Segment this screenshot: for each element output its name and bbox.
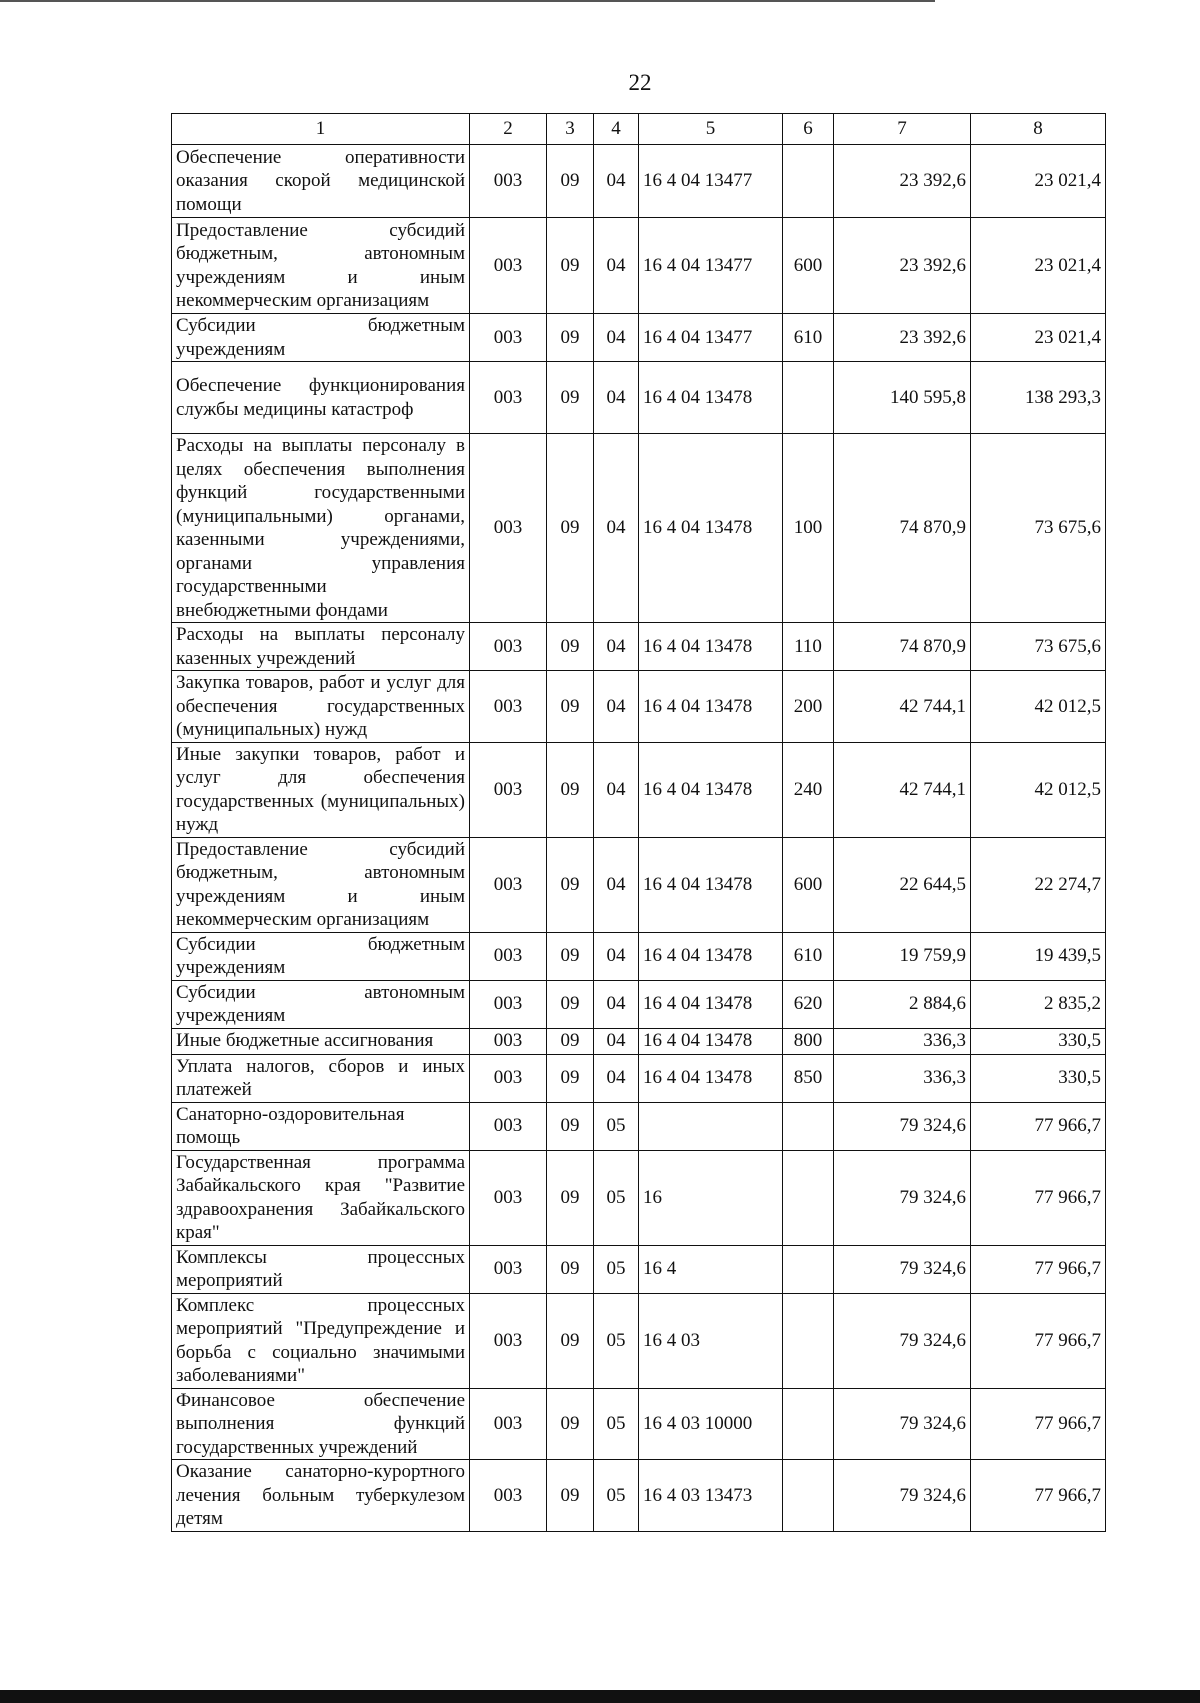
cell-col3: 09 <box>547 623 594 671</box>
row-name: Предоставление субсидий бюджетным, автономным учреждениям и иным некоммерческим организациям <box>172 837 470 932</box>
cell-col2: 003 <box>470 434 547 623</box>
row-name: Иные бюджетные ассигнования <box>172 1028 470 1054</box>
cell-col2: 003 <box>470 1102 547 1150</box>
cell-col2: 003 <box>470 218 547 314</box>
cell-col3: 09 <box>547 1028 594 1054</box>
cell-col3: 09 <box>547 742 594 837</box>
cell-col6: 610 <box>783 932 834 980</box>
table-row <box>172 742 1106 837</box>
row-name: Государственная программа Забайкальского края "Развитие здравоохранения Забайкальского края" <box>172 1150 470 1245</box>
cell-col5: 16 4 04 13478 <box>639 671 783 743</box>
cell-col8: 23 021,4 <box>971 314 1106 362</box>
row-name: Комплексы процессных мероприятий <box>172 1245 470 1293</box>
table-row <box>172 434 1106 623</box>
row-name: Иные закупки товаров, работ и услуг для обеспечения государственных (муниципальных) нужд <box>172 742 470 837</box>
cell-col7: 23 392,6 <box>834 218 971 314</box>
table-row <box>172 980 1106 1028</box>
row-name: Закупка товаров, работ и услуг для обеспечения государственных (муниципальных) нужд <box>172 671 470 743</box>
cell-col8: 138 293,3 <box>971 362 1106 434</box>
cell-col7: 79 324,6 <box>834 1460 971 1532</box>
cell-col6: 600 <box>783 837 834 932</box>
cell-col8: 23 021,4 <box>971 218 1106 314</box>
cell-col3: 09 <box>547 1245 594 1293</box>
cell-col4: 04 <box>594 145 639 218</box>
cell-col6: 240 <box>783 742 834 837</box>
table-row <box>172 1150 1106 1245</box>
cell-col3: 09 <box>547 1293 594 1388</box>
cell-col2: 003 <box>470 1150 547 1245</box>
table-row <box>172 1293 1106 1388</box>
cell-col3: 09 <box>547 362 594 434</box>
cell-col2: 003 <box>470 980 547 1028</box>
cell-col7: 79 324,6 <box>834 1388 971 1460</box>
row-name: Субсидии бюджетным учреждениям <box>172 932 470 980</box>
cell-col3: 09 <box>547 837 594 932</box>
cell-col5: 16 4 04 13478 <box>639 1054 783 1102</box>
cell-col4: 05 <box>594 1102 639 1150</box>
row-name: Расходы на выплаты персоналу казенных учреждений <box>172 623 470 671</box>
table-row <box>172 145 1106 218</box>
cell-col8: 330,5 <box>971 1028 1106 1054</box>
row-name: Уплата налогов, сборов и иных платежей <box>172 1054 470 1102</box>
row-name: Финансовое обеспечение выполнения функций государственных учреждений <box>172 1388 470 1460</box>
cell-col8: 22 274,7 <box>971 837 1106 932</box>
cell-col8: 77 966,7 <box>971 1150 1106 1245</box>
cell-col7: 140 595,8 <box>834 362 971 434</box>
cell-col6: 620 <box>783 980 834 1028</box>
cell-col4: 05 <box>594 1293 639 1388</box>
budget-table <box>171 113 1106 1532</box>
cell-col7: 79 324,6 <box>834 1293 971 1388</box>
cell-col4: 04 <box>594 837 639 932</box>
cell-col7: 22 644,5 <box>834 837 971 932</box>
cell-col2: 003 <box>470 314 547 362</box>
cell-col5: 16 4 04 13478 <box>639 362 783 434</box>
cell-col6 <box>783 1150 834 1245</box>
cell-col4: 04 <box>594 362 639 434</box>
table-row <box>172 837 1106 932</box>
cell-col4: 04 <box>594 932 639 980</box>
cell-col3: 09 <box>547 314 594 362</box>
cell-col5: 16 4 04 13477 <box>639 314 783 362</box>
cell-col2: 003 <box>470 1054 547 1102</box>
cell-col7: 74 870,9 <box>834 434 971 623</box>
cell-col7: 336,3 <box>834 1028 971 1054</box>
cell-col2: 003 <box>470 671 547 743</box>
cell-col5: 16 4 04 13478 <box>639 434 783 623</box>
cell-col6: 600 <box>783 218 834 314</box>
row-name: Оказание санаторно-курортного лечения больным туберкулезом детям <box>172 1460 470 1532</box>
header-col-2: 2 <box>470 114 547 145</box>
table-row <box>172 1028 1106 1054</box>
cell-col8: 73 675,6 <box>971 434 1106 623</box>
cell-col5: 16 4 03 10000 <box>639 1388 783 1460</box>
row-name: Субсидии автономным учреждениям <box>172 980 470 1028</box>
cell-col7: 336,3 <box>834 1054 971 1102</box>
cell-col6: 610 <box>783 314 834 362</box>
header-col-5: 5 <box>639 114 783 145</box>
cell-col3: 09 <box>547 1388 594 1460</box>
header-col-4: 4 <box>594 114 639 145</box>
cell-col8: 73 675,6 <box>971 623 1106 671</box>
cell-col3: 09 <box>547 1102 594 1150</box>
table-row <box>172 314 1106 362</box>
cell-col3: 09 <box>547 932 594 980</box>
cell-col6 <box>783 1388 834 1460</box>
cell-col6 <box>783 145 834 218</box>
cell-col5: 16 4 04 13477 <box>639 218 783 314</box>
cell-col4: 04 <box>594 1028 639 1054</box>
cell-col7: 42 744,1 <box>834 671 971 743</box>
header-col-3: 3 <box>547 114 594 145</box>
cell-col8: 77 966,7 <box>971 1388 1106 1460</box>
cell-col6 <box>783 1245 834 1293</box>
cell-col5: 16 4 04 13478 <box>639 742 783 837</box>
cell-col6: 800 <box>783 1028 834 1054</box>
table-row <box>172 623 1106 671</box>
cell-col2: 003 <box>470 1460 547 1532</box>
cell-col5: 16 4 04 13477 <box>639 145 783 218</box>
cell-col5: 16 <box>639 1150 783 1245</box>
table-row <box>172 1460 1106 1532</box>
cell-col2: 003 <box>470 623 547 671</box>
cell-col3: 09 <box>547 434 594 623</box>
row-name: Расходы на выплаты персоналу в целях обеспечения выполнения функций государственными (муниципальными) органами, казенными учреждениями, органами управления государственными внебюджетными фондами <box>172 434 470 623</box>
bottom-edge-bar <box>0 1690 1200 1703</box>
header-col-7: 7 <box>834 114 971 145</box>
cell-col2: 003 <box>470 837 547 932</box>
cell-col3: 09 <box>547 1150 594 1245</box>
cell-col4: 05 <box>594 1388 639 1460</box>
cell-col5: 16 4 04 13478 <box>639 837 783 932</box>
cell-col3: 09 <box>547 980 594 1028</box>
cell-col2: 003 <box>470 1388 547 1460</box>
cell-col8: 42 012,5 <box>971 742 1106 837</box>
row-name: Санаторно-оздоровительная помощь <box>172 1102 470 1150</box>
cell-col3: 09 <box>547 145 594 218</box>
cell-col4: 04 <box>594 671 639 743</box>
cell-col3: 09 <box>547 671 594 743</box>
cell-col7: 19 759,9 <box>834 932 971 980</box>
row-name: Обеспечение оперативности оказания скорой медицинской помощи <box>172 145 470 218</box>
row-name: Субсидии бюджетным учреждениям <box>172 314 470 362</box>
cell-col6 <box>783 1293 834 1388</box>
page-number: 22 <box>628 70 652 95</box>
table-row <box>172 1388 1106 1460</box>
cell-col4: 04 <box>594 314 639 362</box>
cell-col8: 2 835,2 <box>971 980 1106 1028</box>
header-col-6: 6 <box>783 114 834 145</box>
cell-col6 <box>783 1102 834 1150</box>
cell-col5: 16 4 04 13478 <box>639 980 783 1028</box>
cell-col4: 04 <box>594 742 639 837</box>
cell-col3: 09 <box>547 218 594 314</box>
cell-col8: 330,5 <box>971 1054 1106 1102</box>
cell-col6 <box>783 362 834 434</box>
cell-col5: 16 4 03 13473 <box>639 1460 783 1532</box>
table-row <box>172 218 1106 314</box>
cell-col4: 04 <box>594 623 639 671</box>
table-row <box>172 1054 1106 1102</box>
row-name: Предоставление субсидий бюджетным, автономным учреждениям и иным некоммерческим организациям <box>172 218 470 314</box>
cell-col4: 04 <box>594 434 639 623</box>
cell-col7: 79 324,6 <box>834 1150 971 1245</box>
header-col-8: 8 <box>971 114 1106 145</box>
cell-col7: 23 392,6 <box>834 314 971 362</box>
cell-col5 <box>639 1102 783 1150</box>
cell-col2: 003 <box>470 1028 547 1054</box>
cell-col4: 04 <box>594 1054 639 1102</box>
cell-col8: 77 966,7 <box>971 1293 1106 1388</box>
table-header-row <box>172 114 1106 145</box>
cell-col2: 003 <box>470 742 547 837</box>
cell-col7: 42 744,1 <box>834 742 971 837</box>
cell-col7: 74 870,9 <box>834 623 971 671</box>
cell-col4: 05 <box>594 1245 639 1293</box>
cell-col8: 77 966,7 <box>971 1245 1106 1293</box>
row-name: Комплекс процессных мероприятий "Предупреждение и борьба с социально значимыми заболеваниями" <box>172 1293 470 1388</box>
cell-col3: 09 <box>547 1054 594 1102</box>
row-name: Обеспечение функционирования службы медицины катастроф <box>172 362 470 434</box>
cell-col8: 77 966,7 <box>971 1102 1106 1150</box>
cell-col2: 003 <box>470 145 547 218</box>
cell-col7: 79 324,6 <box>834 1102 971 1150</box>
cell-col6: 100 <box>783 434 834 623</box>
cell-col7: 79 324,6 <box>834 1245 971 1293</box>
cell-col8: 42 012,5 <box>971 671 1106 743</box>
cell-col6: 200 <box>783 671 834 743</box>
cell-col2: 003 <box>470 932 547 980</box>
cell-col7: 23 392,6 <box>834 145 971 218</box>
table-row <box>172 671 1106 743</box>
cell-col5: 16 4 04 13478 <box>639 623 783 671</box>
table-row <box>172 1102 1106 1150</box>
cell-col5: 16 4 03 <box>639 1293 783 1388</box>
cell-col5: 16 4 <box>639 1245 783 1293</box>
cell-col2: 003 <box>470 362 547 434</box>
cell-col5: 16 4 04 13478 <box>639 932 783 980</box>
cell-col8: 77 966,7 <box>971 1460 1106 1532</box>
top-edge-rule <box>0 0 935 2</box>
cell-col2: 003 <box>470 1293 547 1388</box>
cell-col6 <box>783 1460 834 1532</box>
cell-col3: 09 <box>547 1460 594 1532</box>
cell-col2: 003 <box>470 1245 547 1293</box>
cell-col6: 110 <box>783 623 834 671</box>
table-row <box>172 1245 1106 1293</box>
header-col-1: 1 <box>172 114 470 145</box>
cell-col4: 05 <box>594 1150 639 1245</box>
cell-col4: 04 <box>594 218 639 314</box>
cell-col8: 23 021,4 <box>971 145 1106 218</box>
cell-col4: 05 <box>594 1460 639 1532</box>
cell-col8: 19 439,5 <box>971 932 1106 980</box>
cell-col4: 04 <box>594 980 639 1028</box>
cell-col6: 850 <box>783 1054 834 1102</box>
table-row <box>172 932 1106 980</box>
cell-col7: 2 884,6 <box>834 980 971 1028</box>
cell-col5: 16 4 04 13478 <box>639 1028 783 1054</box>
table-row <box>172 362 1106 434</box>
